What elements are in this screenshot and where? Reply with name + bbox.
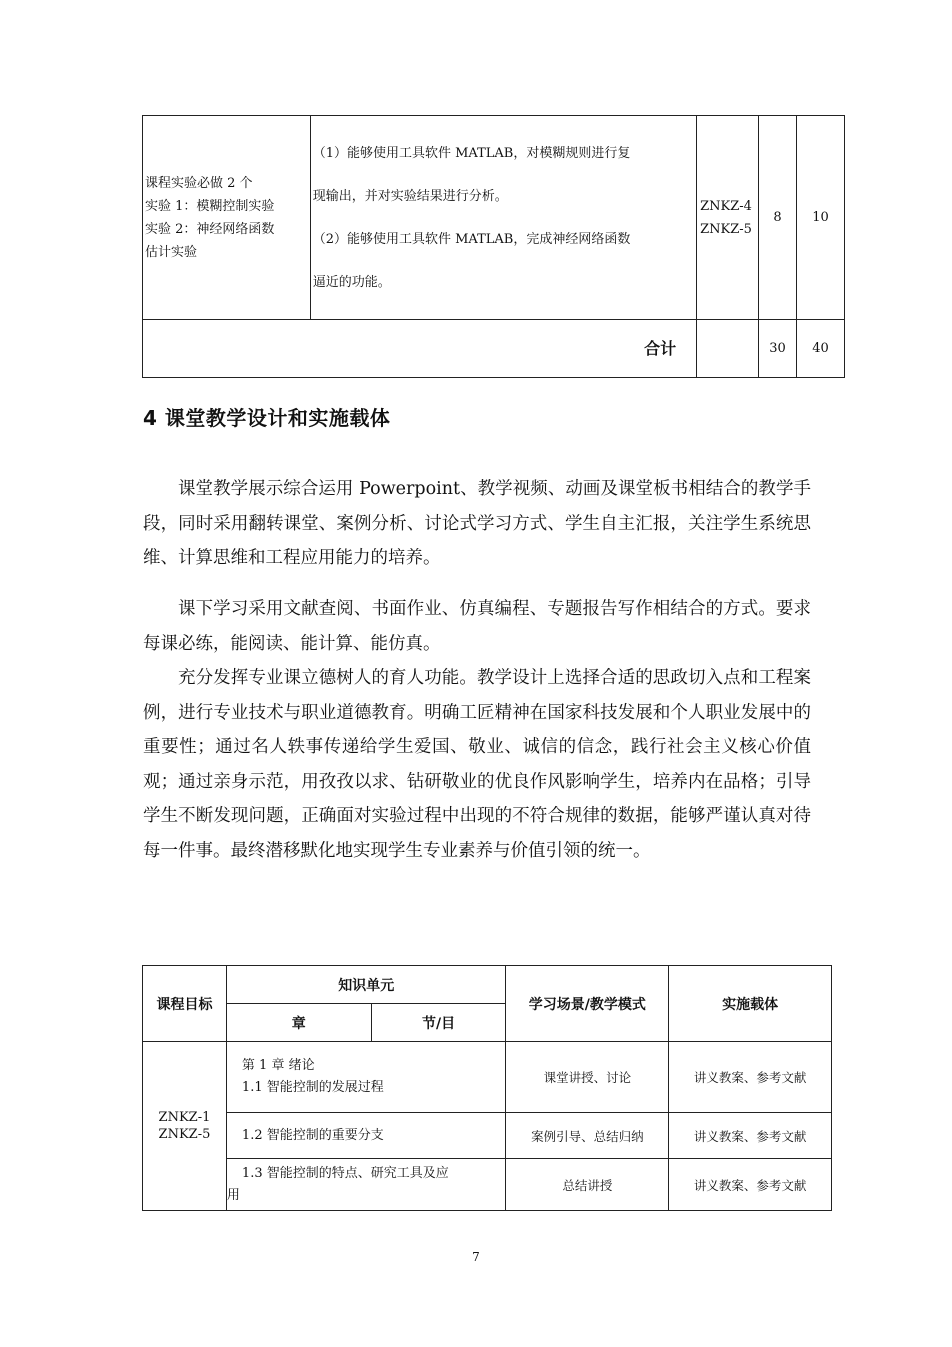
objective-code: ZNKZ-4 <box>700 198 752 214</box>
unit-line: 1.3 智能控制的特点、研究工具及应 <box>241 1165 449 1181</box>
content-line: 逼近的功能。 <box>312 274 391 290</box>
objective-code-cell <box>697 116 759 320</box>
experiment-line: 实验 1：模糊控制实验 <box>145 198 275 214</box>
header-chapter: 章 <box>226 1004 371 1042</box>
unit-cell <box>226 1042 506 1113</box>
objective-code: ZNKZ-5 <box>158 1127 211 1142</box>
scene-cell: 案例引导、总结归纳 <box>506 1113 669 1159</box>
unit-line: 用 <box>226 1187 240 1203</box>
experiment-line: 估计实验 <box>145 244 198 260</box>
table-row <box>143 1113 832 1159</box>
carrier-cell: 讲义教案、参考文献 <box>669 1113 832 1159</box>
table-row <box>143 1042 832 1113</box>
table-row <box>143 116 845 320</box>
total-label: 合计 <box>143 320 697 378</box>
carrier-cell: 讲义教案、参考文献 <box>669 1159 832 1211</box>
teaching-design-table <box>142 965 832 1211</box>
header-objective: 课程目标 <box>143 966 227 1042</box>
page-number: 7 <box>472 1250 480 1264</box>
objective-codes-cell <box>143 1042 227 1211</box>
paragraph: 课堂教学展示综合运用 Powerpoint、教学视频、动画及课堂板书相结合的教学手段，同时采用翻转课堂、案例分析、讨论式学习方式、学生自主汇报，关注学生系统思维、计算思维和工程应用能力的培养。 <box>143 479 811 568</box>
content-line: （1）能够使用工具软件 MATLAB，对模糊规则进行复 <box>312 145 631 161</box>
header-section: 节/目 <box>371 1004 506 1042</box>
unit-line: 1.2 智能控制的重要分支 <box>241 1127 384 1143</box>
paragraph: 充分发挥专业课立德树人的育人功能。教学设计上选择合适的思政切入点和工程案例，进行专业技术与职业道德教育。明确工匠精神在国家科技发展和个人职业发展中的重要性；通过名人轶事传递给学生爱国、敬业、诚信的信念，践行社会主义核心价值观；通过亲身示范，用孜孜以求、钻研敬业的优良作风影响学生，培养内在品格；引导学生不断发现问题，正确面对实验过程中出现的不符合规律的数据，能够严谨认真对待每一件事。最终潜移默化地实现学生专业素养与价值引领的统一。 <box>143 668 811 861</box>
total-empty-cell <box>697 320 759 378</box>
table-row <box>143 1159 832 1211</box>
section-title: 4 课堂教学设计和实施载体 <box>143 406 391 430</box>
total-score: 40 <box>797 320 845 378</box>
header-scene: 学习场景/教学模式 <box>506 966 669 1042</box>
carrier-cell: 讲义教案、参考文献 <box>669 1042 832 1113</box>
unit-cell <box>226 1113 506 1159</box>
header-carrier: 实施载体 <box>669 966 832 1042</box>
experiment-content-cell <box>310 116 696 320</box>
experiment-requirement-cell <box>143 116 311 320</box>
objective-code: ZNKZ-1 <box>158 1110 211 1125</box>
experiment-line: 实验 2：神经网络函数 <box>145 221 275 237</box>
content-line: （2）能够使用工具软件 MATLAB，完成神经网络函数 <box>312 231 631 247</box>
score-cell: 10 <box>797 116 845 320</box>
scene-cell: 总结讲授 <box>506 1159 669 1211</box>
header-row <box>143 966 832 1004</box>
total-row <box>143 320 845 378</box>
unit-line: 第 1 章 绪论 <box>241 1058 315 1073</box>
experiment-table <box>142 115 845 378</box>
objective-code: ZNKZ-5 <box>700 221 752 237</box>
unit-cell <box>226 1159 506 1211</box>
experiment-line: 课程实验必做 2 个 <box>145 175 253 191</box>
unit-line: 1.1 智能控制的发展过程 <box>241 1080 384 1095</box>
content-line: 现输出，并对实验结果进行分析。 <box>312 188 508 204</box>
total-hours: 30 <box>759 320 797 378</box>
scene-cell: 课堂讲授、讨论 <box>506 1042 669 1113</box>
header-unit: 知识单元 <box>226 966 506 1004</box>
paragraph: 课下学习采用文献查阅、书面作业、仿真编程、专题报告写作相结合的方式。要求每课必练，能阅读、能计算、能仿真。 <box>143 599 811 654</box>
hours-cell: 8 <box>759 116 797 320</box>
